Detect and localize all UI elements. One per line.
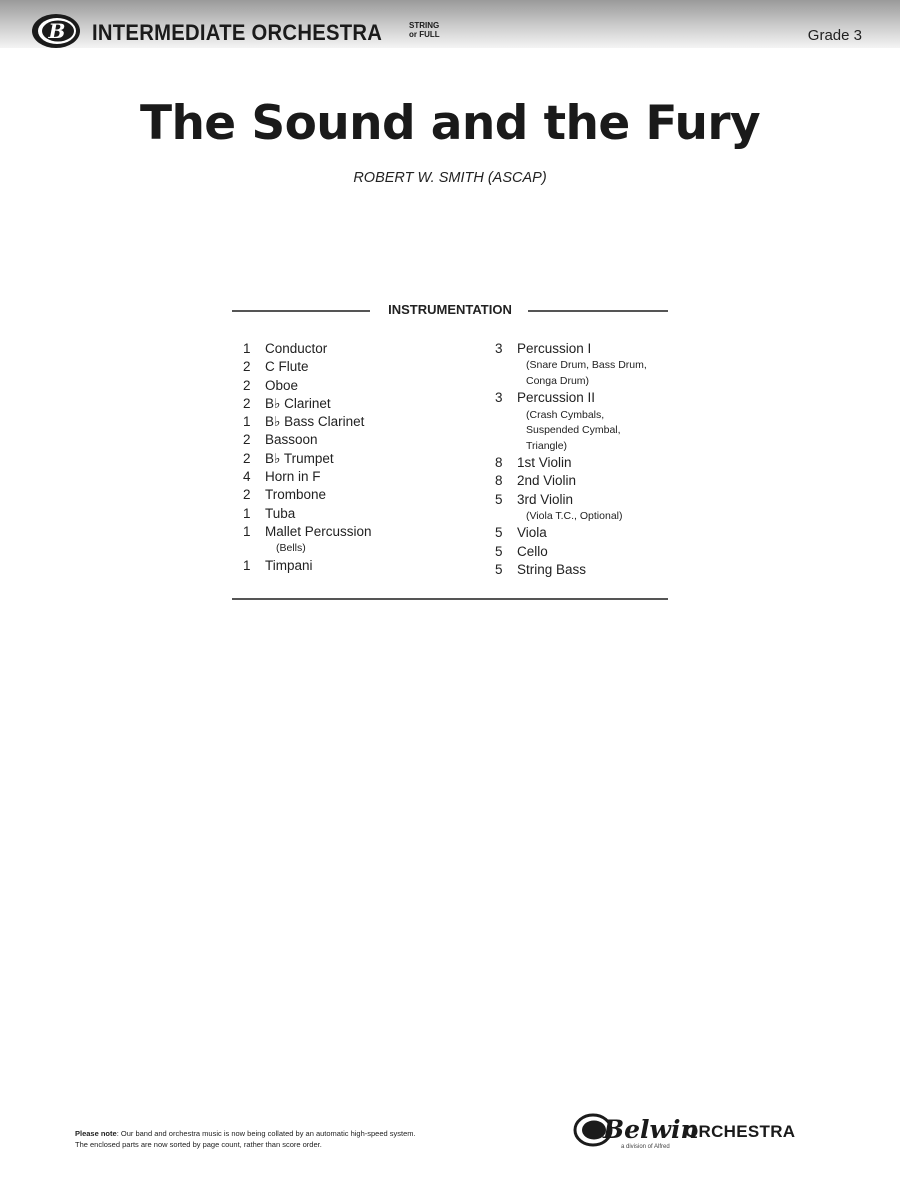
instrumentation-bottom-rule bbox=[232, 598, 668, 600]
instrument-row bbox=[495, 491, 695, 509]
instrument-row bbox=[495, 561, 695, 579]
instrument-quantity: 2 bbox=[243, 432, 251, 448]
instrument-quantity: 2 bbox=[243, 450, 251, 466]
collation-note-line1 bbox=[75, 1128, 416, 1139]
instrument-quantity: 2 bbox=[243, 395, 251, 411]
instrumentation-list-left bbox=[243, 340, 473, 575]
instrument-row bbox=[243, 377, 473, 395]
belwin-orchestra-logo bbox=[573, 1108, 833, 1156]
instrument-row bbox=[243, 505, 473, 523]
instrumentation-list-right bbox=[495, 340, 695, 579]
instrument-quantity: 2 bbox=[243, 487, 251, 503]
instrument-row bbox=[243, 431, 473, 449]
instrument-quantity: 5 bbox=[495, 543, 503, 559]
instrument-quantity: 5 bbox=[495, 562, 503, 578]
instrument-name: Bassoon bbox=[265, 432, 318, 448]
series-title: INTERMEDIATE ORCHESTRA bbox=[92, 20, 383, 45]
instrument-row bbox=[495, 340, 695, 358]
instrument-quantity: 1 bbox=[243, 341, 251, 356]
collation-note-label: Please note bbox=[75, 1129, 117, 1138]
series-type-line1: STRING bbox=[409, 21, 440, 30]
svg-text:B: B bbox=[48, 19, 66, 43]
instrument-quantity: 4 bbox=[243, 469, 251, 485]
instrumentation-heading bbox=[232, 302, 668, 322]
instrument-note: (Viola T.C., Optional) bbox=[526, 509, 623, 522]
belwin-orchestra-label: ORCHESTRA bbox=[685, 1122, 796, 1141]
instrument-name: Conductor bbox=[265, 341, 328, 356]
instrument-name: Viola bbox=[517, 525, 547, 541]
instrument-note: Triangle) bbox=[526, 439, 568, 452]
instrument-name: B♭ Bass Clarinet bbox=[265, 414, 365, 430]
instrument-row bbox=[243, 486, 473, 504]
instrument-row bbox=[243, 413, 473, 431]
instrument-row bbox=[243, 468, 473, 486]
instrument-quantity: 1 bbox=[243, 523, 251, 539]
belwin-division-text: a division of Alfred bbox=[621, 1144, 670, 1150]
heading-rule-right bbox=[528, 310, 668, 312]
instrument-row bbox=[495, 524, 695, 542]
piece-title: The Sound and the Fury bbox=[139, 96, 760, 151]
series-type-line2: or FULL bbox=[409, 30, 440, 39]
instrument-quantity: 2 bbox=[243, 377, 251, 393]
instrument-quantity: 5 bbox=[495, 525, 503, 541]
belwin-b-logo-icon bbox=[30, 12, 82, 50]
instrument-name: Percussion II bbox=[517, 390, 596, 406]
instrument-name: Tuba bbox=[265, 505, 296, 521]
instrument-name: B♭ Trumpet bbox=[265, 450, 334, 466]
series-header-band bbox=[0, 0, 900, 48]
instrument-quantity: 1 bbox=[243, 505, 251, 521]
instrument-note: (Snare Drum, Bass Drum, bbox=[526, 359, 647, 372]
instrument-note: Conga Drum) bbox=[526, 374, 590, 387]
instrument-quantity: 5 bbox=[495, 491, 503, 507]
instrument-row bbox=[243, 450, 473, 468]
instrument-row bbox=[495, 543, 695, 561]
instrument-name: Trombone bbox=[265, 487, 327, 503]
instrument-name: Oboe bbox=[265, 377, 299, 393]
instrument-quantity: 2 bbox=[243, 359, 251, 375]
instrument-quantity: 3 bbox=[495, 390, 503, 406]
instrument-row bbox=[495, 454, 695, 472]
instrumentation-heading-label: INSTRUMENTATION bbox=[388, 302, 512, 317]
instrument-note: Suspended Cymbal, bbox=[526, 424, 621, 437]
instrument-note: (Crash Cymbals, bbox=[526, 408, 605, 421]
instrument-name: Horn in F bbox=[265, 469, 321, 485]
instrument-name: Cello bbox=[517, 543, 548, 559]
instrument-row bbox=[495, 389, 695, 407]
instrument-row bbox=[243, 557, 473, 575]
instrument-name: C Flute bbox=[265, 359, 309, 375]
instrument-quantity: 1 bbox=[243, 414, 251, 430]
instrument-name: B♭ Clarinet bbox=[265, 395, 331, 411]
instrument-row bbox=[243, 340, 473, 358]
instrument-quantity: 8 bbox=[495, 455, 503, 471]
instrument-name: 2nd Violin bbox=[517, 473, 577, 489]
collation-note bbox=[75, 1128, 416, 1150]
instrument-name: 3rd Violin bbox=[517, 491, 574, 507]
instrument-row bbox=[243, 395, 473, 413]
instrument-name: Mallet Percussion bbox=[265, 523, 372, 539]
instrument-note: (Bells) bbox=[276, 542, 306, 555]
instrument-row bbox=[243, 358, 473, 376]
collation-note-line2: The enclosed parts are now sorted by page count, rather than score order. bbox=[75, 1140, 322, 1149]
grade-label: Grade 3 bbox=[807, 27, 862, 44]
belwin-wordmark: Belwin bbox=[603, 1115, 699, 1144]
instrument-row bbox=[243, 523, 473, 541]
instrument-name: Percussion I bbox=[517, 341, 592, 356]
composer-credit: ROBERT W. SMITH (ASCAP) bbox=[353, 170, 547, 186]
instrument-quantity: 1 bbox=[243, 557, 251, 573]
instrument-quantity: 3 bbox=[495, 341, 503, 356]
instrument-quantity: 8 bbox=[495, 473, 503, 489]
collation-note-text1: : Our band and orchestra music is now being collated by an automatic high-speed system. bbox=[116, 1129, 416, 1138]
instrument-name: Timpani bbox=[265, 557, 313, 573]
instrument-name: String Bass bbox=[517, 562, 587, 578]
instrument-name: 1st Violin bbox=[517, 455, 572, 471]
instrument-row bbox=[495, 472, 695, 490]
series-type bbox=[409, 21, 440, 39]
